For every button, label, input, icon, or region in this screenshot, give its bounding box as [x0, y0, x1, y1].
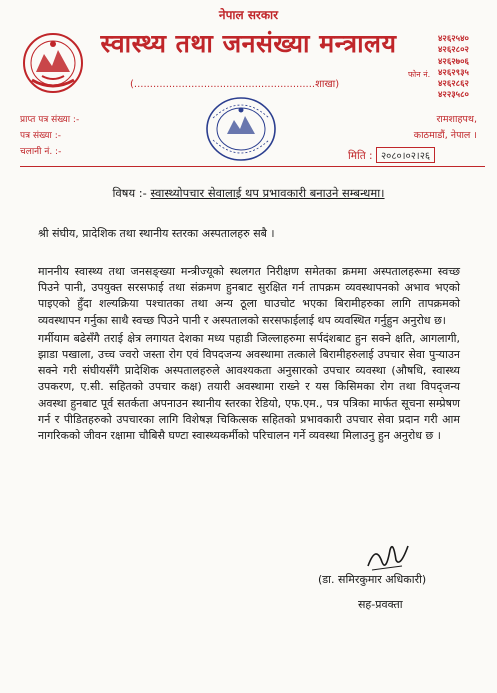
phone-numbers [438, 34, 486, 102]
reference-fields [20, 112, 79, 160]
office-address [414, 112, 477, 144]
subject-text: स्वास्थ्योपचार सेवालाई थप प्रभावकारी बनाउने सम्बन्धमा। [150, 186, 385, 200]
subject-line [0, 186, 497, 201]
date-label: मिति : [348, 150, 373, 162]
office-seal-icon [205, 96, 277, 162]
ministry-title: स्वास्थ्य तथा जनसंख्या मन्त्रालय [100, 29, 397, 58]
phone-number: ४२६२५४० [438, 34, 469, 44]
phone-label: फोन नं. [408, 70, 431, 79]
address-line: रामशाहपथ, [436, 114, 477, 125]
dispatch-number-label: चलानी नं. :- [20, 147, 62, 157]
phone-number: ४२६२८०२ [438, 45, 469, 56]
phone-number: ४२६२७०६ [438, 56, 469, 67]
phone-number: ४२२३५८० [438, 90, 469, 101]
letter-number-label: पत्र संख्या :- [20, 131, 61, 141]
phone-number: ४२६२८६२ [438, 79, 469, 90]
body-paragraph: माननीय स्वास्थ्य तथा जनसङ्ख्या मन्त्रीज्यूको स्थलगत निरीक्षण समेतका क्रममा अस्पतालहरूमा स्वच्छ पिउने पानी, उपयुक्त सरसफाई तथा संक्रमण हुनबाट सुरक्षित गर्न तापक्रम व्यवस्थापनको अभाव भएको पाइएको हुँदा शल्यक्रिया पश्चातका तथा अन्य ठूला घाउचोट भएका बिरामीहरुका लागि तापक्रमको व्यवस्थापन गर्नुका साथै स्वच्छ पिउने पानी र अस्पतालको सरसफाईलाई थप व्यवस्थित गर्नुहुन अनुरोध छ। [38, 265, 460, 327]
header-divider [20, 166, 485, 167]
branch-line: (.........................................................शाखा) [130, 79, 340, 90]
letter-body [38, 264, 460, 446]
salutation: श्री संघीय, प्रादेशिक तथा स्थानीय स्तरका अस्पतालहरु सबै । [38, 227, 275, 240]
signatory-title: सह-प्रवक्ता [358, 598, 403, 611]
received-letter-number-label: प्राप्त पत्र संख्या :- [20, 115, 80, 125]
address-line: काठमाडौं, नेपाल । [413, 130, 477, 141]
handwritten-signature-icon [362, 536, 412, 576]
phone-number: ४२६२९३५ [438, 67, 469, 78]
subject-label: विषय :- [112, 186, 147, 200]
date-value: २०८०।०२।२६ [376, 147, 435, 163]
date-field [348, 147, 435, 163]
government-title: नेपाल सरकार [218, 8, 279, 22]
signatory-name: (डा. समिरकुमार अधिकारी) [318, 573, 427, 586]
body-paragraph: गर्मीयाम बढेसँगै तराई क्षेत्र लगायत देशका मध्य पहाडी जिल्लाहरुमा सर्पदंशबाट हुन सक्ने क्षति, आगलागी, झाडा पखाला, उच्च ज्वरो जस्ता रोग एवं विपदजन्य अवस्थामा तत्काले बिरामीहरुलाई उपचार सेवा पुर्‍याउन सक्ने गरी संघीयसँगै प्रादेशिक अस्पतालहरुले आवश्यकता अनुसारको उपचार व्यवस्था (औषधि, स्वास्थ्य उपकरण, ए.सी. सहितको उपचार कक्ष) तयारी अवस्थामा राख्ने र यस किसिमका रोग तथा विपद्जन्य अवस्था हुनबाट पूर्व सतर्कता अपनाउन स्थानीय स्तरका रेडियो, एफ.एम., पत्र पत्रिका मार्फत सूचना सम्प्रेषण गर्न र पीडितहरुको उपचारका लागि विशेषज्ञ चिकित्सक सहितको प्रभावकारी उपचार सेवा प्रदान गरी आम नागरिकको जीवन रक्षामा चौबिसै घण्टा स्वास्थ्यकर्मीको परिचालन गर्ने व्यवस्था मिलाउनु हुन अनुरोध छ । [38, 331, 460, 443]
